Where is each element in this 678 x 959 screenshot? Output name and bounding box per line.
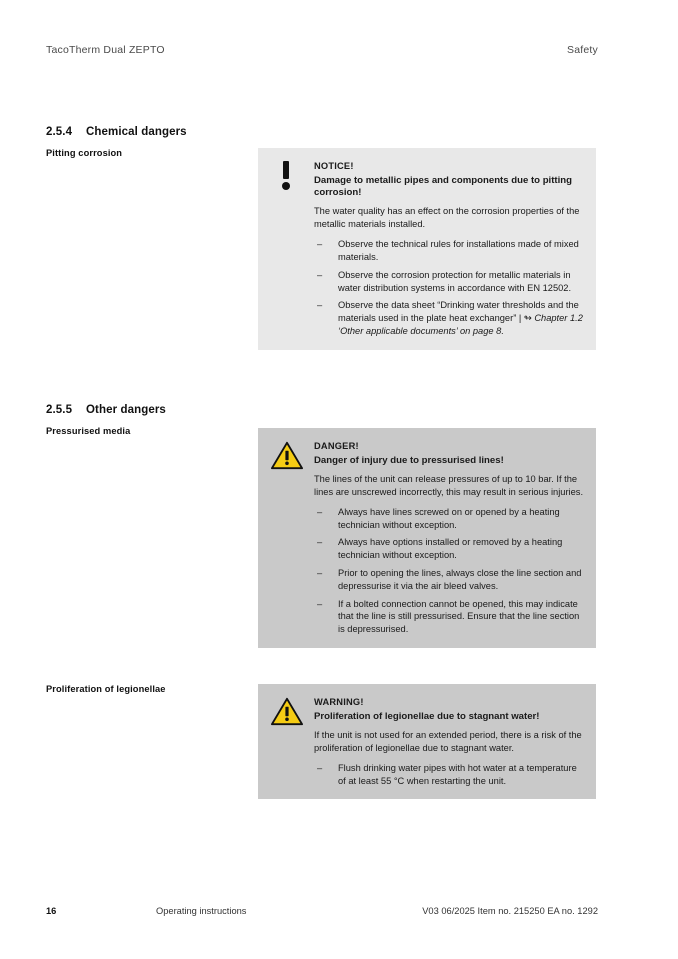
list-item: [314, 238, 584, 264]
warning-title: Proliferation of legionellae due to stagnant water!: [314, 710, 540, 722]
marginal-note: Pitting corrosion: [46, 148, 123, 158]
marginal-note: Proliferation of legionellae: [46, 684, 166, 694]
warning-triangle-icon: [270, 695, 304, 787]
section-heading: [46, 126, 598, 138]
warning-text: If the unit is not used for an extended period, there is a risk of the proliferation of legionellae due to stagnant water.: [314, 730, 582, 753]
list-item-text: Prior to opening the lines, always close the line section and depressurise it via the air bleed valves.: [338, 567, 582, 591]
cross-reference[interactable]: | ↬ Chapter 1.2 ‘Other applicable documents’ on page 8.: [338, 313, 583, 337]
list-item-text: Observe the technical rules for installations made of mixed materials.: [338, 239, 579, 262]
section-title: Chemical dangers: [86, 126, 187, 138]
notice-label: NOTICE!: [314, 161, 354, 171]
dash-bullet: –: [317, 506, 323, 517]
danger-title: Danger of injury due to pressurised lines!: [314, 454, 504, 466]
dash-bullet: –: [317, 598, 323, 609]
list-item-text: Always have options installed or removed by a heating technician without exception.: [338, 537, 563, 561]
page-footer: [46, 906, 598, 916]
list-item-text: Observe the data sheet “Drinking water thresholds and the materials used in the plate heat exchanger”: [338, 300, 579, 324]
list-item-text: Observe the corrosion protection for metallic materials in water distribution systems in accordance with EN 12502.: [338, 269, 572, 293]
list-item: [314, 762, 584, 788]
section-heading: [46, 404, 598, 416]
cross-reference-arrow-icon: ↬: [523, 313, 532, 324]
list-item-text: Flush drinking water pipes with hot water at a temperature of at least 55 °C when restarting the unit.: [338, 762, 577, 786]
notice-body: [314, 159, 584, 338]
list-item: [314, 567, 584, 593]
danger-text: The lines of the unit can release pressures of up to 10 bar. If the lines are unscrewed incorrectly, this may result in serious injuries.: [314, 474, 584, 497]
marginal-note: Pressurised media: [46, 426, 131, 436]
exclamation-mark-icon: [270, 159, 304, 338]
page-number: 16: [46, 906, 57, 916]
list-item-text: Always have lines screwed on or opened by a heating technician without exception.: [338, 506, 560, 530]
list-item: [314, 598, 584, 636]
notice-item-list: [314, 238, 584, 338]
section-title: Other dangers: [86, 404, 166, 416]
section-number: 2.5.4: [46, 126, 73, 138]
dash-bullet: –: [317, 300, 323, 311]
list-item: [314, 536, 584, 562]
warning-body: [314, 695, 584, 787]
footer-doc-info: V03 06/2025 Item no. 215250 EA no. 1292: [422, 906, 598, 916]
cross-reference-text: Chapter 1.2 ‘Other applicable documents’ on page 8.: [338, 313, 583, 337]
warning-item-list: [314, 762, 584, 788]
list-item-text: If a bolted connection cannot be opened, this may indicate that the line is still pressurised. Ensure that the line section is depressurised.: [338, 598, 580, 635]
warning-box-legionellae: [258, 684, 596, 799]
section-number: 2.5.5: [46, 404, 73, 416]
list-item: [314, 506, 584, 532]
danger-body: [314, 439, 584, 636]
list-item: [314, 299, 584, 337]
warning-label: WARNING!: [314, 697, 364, 707]
notice-box-pitting-corrosion: [258, 148, 596, 350]
header-chapter-name: Safety: [567, 44, 598, 56]
danger-label: DANGER!: [314, 441, 359, 451]
notice-title: Damage to metallic pipes and components due to pitting corrosion!: [314, 174, 572, 199]
dash-bullet: –: [317, 239, 323, 250]
dash-bullet: –: [317, 269, 323, 280]
page-header: [46, 44, 598, 56]
list-item: [314, 269, 584, 295]
dash-bullet: –: [317, 567, 323, 578]
dash-bullet: –: [317, 762, 323, 773]
dash-bullet: –: [317, 537, 323, 548]
warning-triangle-icon: [270, 439, 304, 636]
danger-item-list: [314, 506, 584, 636]
danger-box-pressurised-media: [258, 428, 596, 648]
footer-doc-name: Operating instructions: [156, 906, 247, 916]
notice-text: The water quality has an effect on the corrosion properties of the metallic materials installed.: [314, 206, 580, 230]
header-product-name: TacoTherm Dual ZEPTO: [46, 44, 165, 56]
